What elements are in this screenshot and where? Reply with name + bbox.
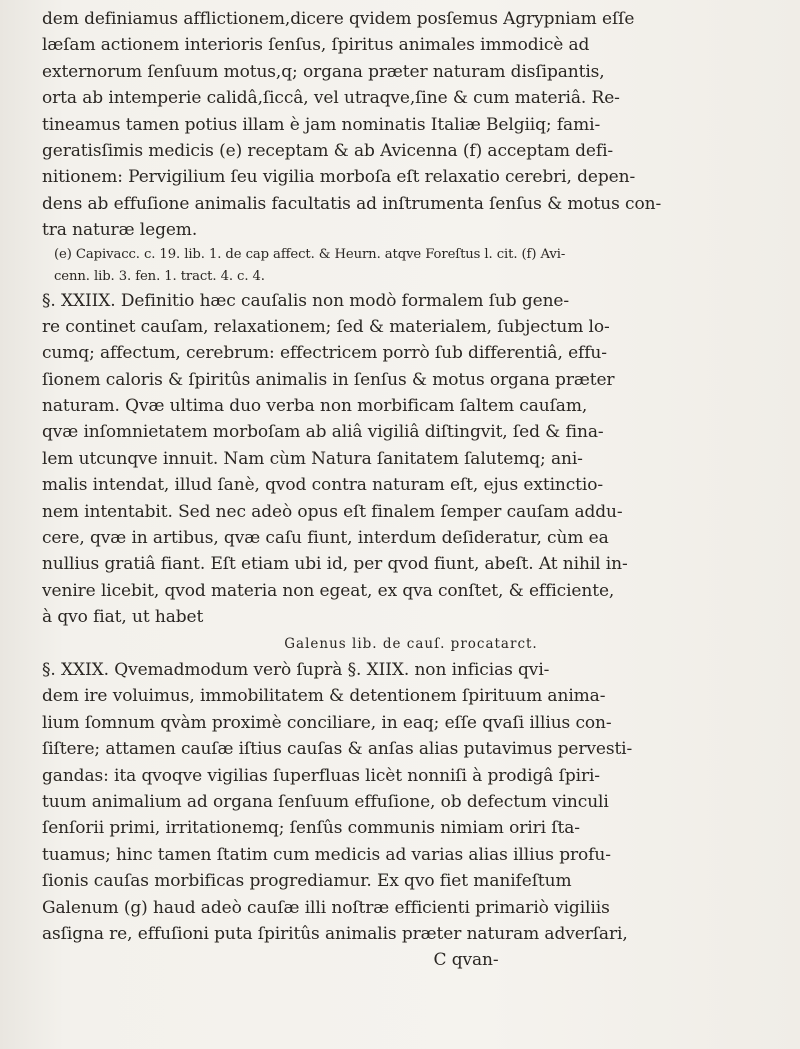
- text-line: ſenſorii primi, irritationemq; ſenſûs communis nimiam oriri ſta-: [42, 818, 580, 839]
- signature-catchword-line: C qvan-: [433, 950, 499, 971]
- text-line: ſionis cauſas morbificas progrediamur. Ex qvo fiet manifeſtum: [42, 871, 572, 892]
- text-line: re continet cauſam, relaxationem; ſed & materialem, ſubjectum lo-: [42, 316, 610, 337]
- text-line: tuum animalium ad organa ſenſuum effuſione, ob defectum vinculi: [42, 791, 609, 812]
- text-line: venire licebit, qvod materia non egeat, ex qva conſtet, & efficiente,: [42, 580, 615, 601]
- text-line: cumq; affectum, cerebrum: effectricem porrò ſub differentiâ, effu-: [42, 343, 607, 364]
- text-line: §. XXIX. Qvemadmodum verò ſuprà §. XIIX. non inficias qvi-: [42, 659, 550, 680]
- text-line: à qvo fiat, ut habet: [42, 607, 204, 628]
- text-line: geratisſimis medicis (e) receptam & ab Avicenna (f) acceptam defi-: [42, 140, 614, 161]
- text-line: qvæ inſomnietatem morboſam ab aliâ vigiliâ diſtingvit, ſed & fina-: [42, 422, 604, 443]
- text-line: §. XXIIX. Definitio hæc cauſalis non modò formalem ſub gene-: [42, 290, 570, 311]
- text-line: malis intendat, illud ſanè, qvod contra naturam eſt, ejus extinctio-: [42, 475, 604, 496]
- text-line: lem utcunqve innuit. Nam cùm Natura ſanitatem ſalutemq; ani-: [42, 448, 583, 469]
- text-line: nem intentabit. Sed nec adeò opus eſt finalem ſemper cauſam addu-: [42, 501, 623, 522]
- text-line: nitionem: Pervigilium ſeu vigilia morboſa eſt relaxatio cerebri, depen-: [42, 167, 636, 188]
- text-line: tra naturæ legem.: [42, 220, 198, 241]
- text-line: asſigna re, effuſioni puta ſpiritûs animalis præter naturam adverſari,: [42, 923, 628, 944]
- text-line: cere, qvæ in artibus, qvæ caſu fiunt, interdum deſideratur, cùm ea: [42, 528, 609, 549]
- text-line: ſionem caloris & ſpiritûs animalis in ſenſus & motus organa præter: [42, 369, 615, 390]
- text-line: orta ab intemperie calidâ,ſiccâ, vel utraqve,ſine & cum materiâ. Re-: [42, 88, 620, 109]
- text-line: naturam. Qvæ ultima duo verba non morbificam ſaltem cauſam,: [42, 396, 588, 417]
- text-line: tineamus tamen potius illam è jam nominatis Italiæ Belgiiq; fami-: [42, 114, 601, 135]
- footnote-line: cenn. lib. 3. fen. 1. tract. 4. c. 4.: [54, 268, 265, 284]
- text-line: dem definiamus afflictionem,dicere qvidem posſemus Agrypniam eſſe: [42, 9, 635, 29]
- page-text: [42, 6, 780, 974]
- text-line: Galenum (g) haud adeò cauſæ illi noſtræ efficienti primariò vigiliis: [42, 897, 610, 918]
- text-line: ſiſtere; attamen cauſæ iſtius cauſas & anſas alias putavimus pervesti-: [42, 739, 633, 760]
- text-line: læſam actionem interioris ſenſus, ſpiritus animales immodicè ad: [42, 35, 590, 56]
- citation-line: Galenus lib. de cauſ. procatarct.: [284, 635, 538, 652]
- text-line: dem ire voluimus, immobilitatem & detentionem ſpirituum anima-: [42, 686, 606, 707]
- text-line: lium ſomnum qvàm proximè conciliare, in eaq; eſſe qvaſi illius con-: [42, 712, 612, 733]
- text-line: nullius gratiâ fiant. Eſt etiam ubi id, per qvod fiunt, abeſt. At nihil in-: [42, 554, 628, 575]
- text-line: externorum ſenſuum motus,q; organa præter naturam disſipantis,: [42, 61, 605, 82]
- text-line: gandas: ita qvoqve vigilias ſuperfluas licèt nonniſi à prodigâ ſpiri-: [42, 765, 600, 786]
- text-line: tuamus; hinc tamen ſtatim cum medicis ad varias alias illius profu-: [42, 844, 611, 865]
- text-line: dens ab effuſione animalis facultatis ad inſtrumenta ſenſus & motus con-: [42, 193, 662, 214]
- footnote-line: (e) Capivacc. c. 19. lib. 1. de cap affect. & Heurn. atqve Foreſtus l. cit. (f) Avi-: [54, 246, 566, 262]
